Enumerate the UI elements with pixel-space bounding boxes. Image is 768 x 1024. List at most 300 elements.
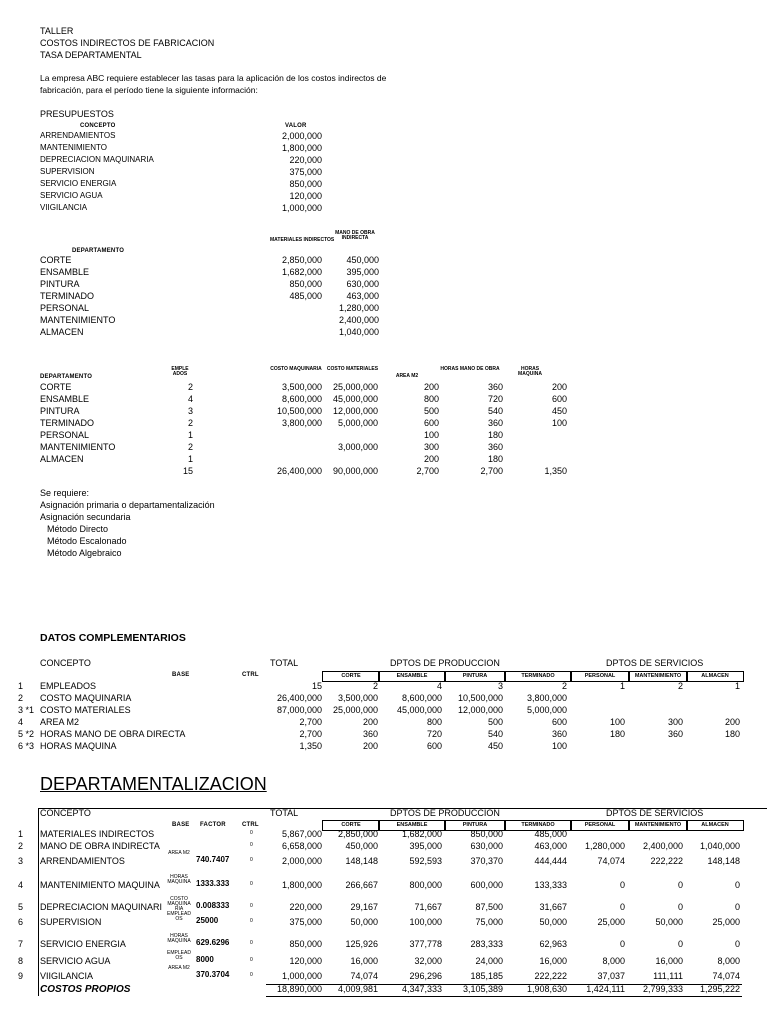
datos-row-num: 5 *2: [18, 729, 35, 739]
deptos-emp-value: 2: [187, 382, 193, 392]
datos-row-value: 5,000,000: [526, 705, 567, 715]
depto-col-header: TERMINADO: [504, 820, 572, 831]
deptos-col-horas-mano: HORAS MANO DE OBRA: [440, 366, 500, 372]
depto-col-header: PINTURA: [444, 820, 506, 831]
deptos-col-costo-maq: COSTO MAQUINARIA: [270, 366, 322, 372]
depto-ctrl-header: CTRL: [242, 822, 259, 828]
deptos-total-maq: 26,400,000: [276, 466, 322, 476]
deptos-dept: PINTURA: [40, 406, 80, 416]
depto-row-value: 74,074: [350, 971, 378, 981]
depto-row-value: 592,593: [409, 856, 442, 866]
depto-row-ctrl: 0: [250, 881, 253, 887]
datos-row-label: EMPLEADOS: [40, 681, 97, 691]
depto-row-ctrl: 0: [250, 830, 253, 836]
datos-row-total: 2,700: [299, 717, 322, 727]
datos-row-value: 300: [667, 717, 683, 727]
depto-row-base: EMPLEAD OS: [167, 911, 191, 922]
depto-row-value: 37,037: [597, 971, 625, 981]
datos-row-value: 12,000,000: [457, 705, 503, 715]
depto-row-value: 31,667: [539, 902, 567, 912]
deptos-maq-value: 8,600,000: [281, 394, 322, 404]
depto-row-total: 120,000: [289, 956, 322, 966]
deptos-area-value: 200: [423, 454, 439, 464]
depto-row-label: SUPERVISION: [40, 917, 102, 927]
depto-row-value: 463,000: [534, 841, 567, 851]
datos-row-value: 180: [609, 729, 625, 739]
datos-col-header: CORTE: [322, 671, 380, 682]
materiales-dept: CORTE: [40, 255, 72, 265]
depto-row-value: 0: [619, 880, 625, 890]
depto-row-value: 2,400,000: [642, 841, 683, 851]
depto-row-value: 283,333: [470, 939, 503, 949]
depto-row-value: 148,148: [707, 856, 740, 866]
depto-dptos-prod-header: DPTOS DE PRODUCCION: [390, 808, 500, 818]
deptos-dept: ENSAMBLE: [40, 394, 90, 404]
presupuesto-value: 850,000: [289, 179, 322, 189]
depto-row-value: 111,111: [653, 971, 683, 981]
depto-row-value: 29,167: [350, 902, 378, 912]
deptos-hmo-value: 540: [487, 406, 503, 416]
depto-row-value: 50,000: [655, 917, 683, 927]
depto-row-value: 50,000: [539, 917, 567, 927]
depto-row-base: AREA M2: [168, 850, 190, 856]
deptos-total-hmaq: 1,350: [544, 466, 567, 476]
materiales-col-mano: MANO DE OBRA INDIRECTA: [335, 230, 375, 241]
presupuesto-name: SERVICIO AGUA: [40, 191, 103, 200]
materiales-mano-value: 395,000: [346, 267, 379, 277]
depto-row-ctrl: 0: [250, 957, 253, 963]
datos-row-value: 2: [677, 681, 683, 691]
deptos-mat-value: 25,000,000: [332, 382, 378, 392]
depto-factor-header: FACTOR: [200, 822, 226, 828]
depto-row-value: 1,040,000: [699, 841, 740, 851]
depto-row-value: 8,000: [602, 956, 625, 966]
datos-row-value: 360: [362, 729, 378, 739]
materiales-mat-value: 1,682,000: [281, 267, 322, 277]
deptos-hmo-value: 180: [487, 454, 503, 464]
datos-row-value: 3: [497, 681, 503, 691]
depto-row-total: 1,800,000: [281, 880, 322, 890]
depto-totals-value: 1,295,222: [699, 984, 740, 994]
materiales-dept: PINTURA: [40, 279, 80, 289]
datos-row-total: 1,350: [299, 741, 322, 751]
datos-row-label: HORAS MAQUINA: [40, 741, 117, 751]
datos-dptos-serv-header: DPTOS DE SERVICIOS: [606, 658, 704, 668]
depto-row-factor: 370.3704: [196, 970, 230, 979]
datos-row-value: 1: [734, 681, 740, 691]
depto-row-label: ARRENDAMIENTOS: [40, 856, 125, 866]
presupuesto-name: SERVICIO ENERGIA: [40, 179, 117, 188]
materiales-dept: TERMINADO: [40, 291, 94, 301]
datos-row-label: HORAS MANO DE OBRA DIRECTA: [40, 729, 186, 739]
datos-row-value: 720: [426, 729, 442, 739]
presupuesto-name: MANTENIMIENTO: [40, 143, 107, 152]
datos-row-value: 450: [487, 741, 503, 751]
datos-row-value: 200: [724, 717, 740, 727]
depto-row-value: 133,333: [534, 880, 567, 890]
datos-dptos-prod-header: DPTOS DE PRODUCCION: [390, 658, 500, 668]
deptos-area-value: 500: [423, 406, 439, 416]
deptos-hmo-value: 180: [487, 430, 503, 440]
datos-row-value: 360: [551, 729, 567, 739]
datos-row-label: COSTO MATERIALES: [40, 705, 131, 715]
deptos-mat-value: 5,000,000: [337, 418, 378, 428]
depto-row-base: EMPLEAD OS: [167, 950, 191, 961]
depto-row-factor: 8000: [196, 955, 214, 964]
datos-row-num: 3 *1: [18, 705, 35, 715]
depto-row-ctrl: 0: [250, 972, 253, 978]
depto-row-value: 0: [619, 939, 625, 949]
depto-dptos-serv-header: DPTOS DE SERVICIOS: [606, 808, 704, 818]
depto-row-value: 800,000: [409, 880, 442, 890]
requiere-line: Asignación secundaria: [40, 512, 131, 522]
datos-total-header: TOTAL: [270, 658, 299, 668]
materiales-mano-value: 630,000: [346, 279, 379, 289]
depto-row-base: HORAS MAQUINA: [167, 874, 191, 885]
depto-row-value: 16,000: [655, 956, 683, 966]
depto-row-value: 0: [734, 880, 740, 890]
datos-title: DATOS COMPLEMENTARIOS: [40, 632, 186, 644]
datos-ctrl-header: CTRL: [242, 672, 259, 678]
depto-row-num: 8: [18, 956, 24, 966]
presupuestos-col-valor: VALOR: [285, 123, 307, 129]
materiales-mat-value: 850,000: [289, 279, 322, 289]
deptos-col-area: AREA M2: [395, 373, 419, 379]
depto-row-label: MANO DE OBRA INDIRECTA: [40, 841, 160, 851]
materiales-mat-value: 2,850,000: [281, 255, 322, 265]
requiere-line: Asignación primaria o departamentalización: [40, 500, 215, 510]
datos-row-label: AREA M2: [40, 717, 80, 727]
depto-row-total: 375,000: [289, 917, 322, 927]
materiales-mano-value: 1,280,000: [338, 303, 379, 313]
depto-totals-value: 4,009,981: [337, 984, 378, 994]
depto-row-total: 6,658,000: [281, 841, 322, 851]
datos-row-total: 87,000,000: [276, 705, 322, 715]
materiales-dept: ALMACEN: [40, 327, 84, 337]
depto-row-factor: 25000: [196, 916, 219, 925]
deptos-maq-value: 10,500,000: [276, 406, 322, 416]
depto-row-label: SERVICIO AGUA: [40, 956, 111, 966]
presupuesto-value: 2,000,000: [281, 131, 322, 141]
depto-row-label: SERVICIO ENERGIA: [40, 939, 126, 949]
depto-row-total: 220,000: [289, 902, 322, 912]
depto-row-value: 630,000: [470, 841, 503, 851]
depto-row-ctrl: 0: [250, 842, 253, 848]
depto-row-total: 850,000: [289, 939, 322, 949]
depto-row-label: MATERIALES INDIRECTOS: [40, 829, 155, 839]
depto-row-value: 0: [677, 902, 683, 912]
depto-row-base: HORAS MAQUINA: [167, 933, 191, 944]
depto-row-value: 25,000: [712, 917, 740, 927]
deptos-emp-value: 3: [187, 406, 193, 416]
depto-row-value: 74,074: [712, 971, 740, 981]
presupuesto-value: 375,000: [289, 167, 322, 177]
deptos-hmaq-value: 450: [551, 406, 567, 416]
depto-row-value: 25,000: [597, 917, 625, 927]
depto-totals-value: 1,424,111: [586, 984, 625, 994]
depto-row-value: 0: [734, 939, 740, 949]
presupuesto-name: DEPRECIACION MAQUINARIA: [40, 155, 154, 164]
presupuesto-value: 120,000: [289, 191, 322, 201]
deptos-hmaq-value: 200: [551, 382, 567, 392]
datos-row-value: 100: [551, 741, 567, 751]
datos-row-value: 4: [436, 681, 442, 691]
materiales-col-mat: MATERIALES INDIRECTOS: [270, 237, 335, 243]
deptos-dept: MANTENIMIENTO: [40, 442, 116, 452]
deptos-dept: CORTE: [40, 382, 72, 392]
depto-row-value: 8,000: [717, 956, 740, 966]
depto-row-num: 7: [18, 939, 24, 949]
datos-row-value: 600: [551, 717, 567, 727]
deptos-col-costo-mat: COSTO MATERIALES: [326, 366, 379, 372]
depto-row-num: 1: [18, 829, 24, 839]
depto-base-header: BASE: [172, 822, 190, 828]
datos-row-value: 200: [362, 717, 378, 727]
datos-row-value: 540: [487, 729, 503, 739]
requiere-line: Método Escalonado: [47, 536, 127, 546]
deptos-maq-value: 3,800,000: [281, 418, 322, 428]
depto-row-ctrl: 0: [250, 857, 253, 863]
depto-row-num: 3: [18, 856, 24, 866]
depto-row-total: 5,867,000: [281, 829, 322, 839]
datos-row-value: 2: [561, 681, 567, 691]
deptos-area-value: 100: [423, 430, 439, 440]
deptos-hmaq-value: 100: [551, 418, 567, 428]
depto-row-value: 377,778: [409, 939, 442, 949]
depto-totals-value: 2,799,333: [642, 984, 683, 994]
doc-title-line2: COSTOS INDIRECTOS DE FABRICACION: [40, 38, 215, 48]
datos-row-value: 2: [372, 681, 378, 691]
deptos-mat-value: 12,000,000: [332, 406, 378, 416]
deptos-emp-value: 1: [187, 430, 193, 440]
depto-row-value: 24,000: [475, 956, 503, 966]
depto-row-value: 185,185: [470, 971, 503, 981]
depto-concepto-header: CONCEPTO: [40, 808, 91, 818]
materiales-mat-value: 485,000: [289, 291, 322, 301]
depto-row-num: 5: [18, 902, 24, 912]
depto-row-value: 444,444: [534, 856, 567, 866]
depto-row-value: 0: [677, 939, 683, 949]
deptos-area-value: 800: [423, 394, 439, 404]
datos-row-value: 25,000,000: [332, 705, 378, 715]
depto-row-value: 370,370: [470, 856, 503, 866]
depto-row-value: 266,667: [345, 880, 378, 890]
depto-row-value: 0: [734, 902, 740, 912]
presupuesto-value: 1,000,000: [281, 203, 322, 213]
depto-row-total: 1,000,000: [281, 971, 322, 981]
deptos-hmaq-value: 600: [551, 394, 567, 404]
datos-row-value: 10,500,000: [457, 693, 503, 703]
materiales-dept: MANTENIMIENTO: [40, 315, 116, 325]
datos-row-value: 3,500,000: [337, 693, 378, 703]
materiales-dept: PERSONAL: [40, 303, 90, 313]
requiere-line: Se requiere:: [40, 488, 90, 498]
deptos-dept: TERMINADO: [40, 418, 94, 428]
depto-row-value: 485,000: [534, 829, 567, 839]
deptos-maq-value: 3,500,000: [281, 382, 322, 392]
deptos-dept: ALMACEN: [40, 454, 84, 464]
materiales-col-departamento: DEPARTAMENTO: [72, 248, 125, 254]
depto-row-base: AREA M2: [168, 965, 190, 971]
depto-row-factor: 740.7407: [196, 855, 230, 864]
datos-row-value: 8,600,000: [401, 693, 442, 703]
datos-row-value: 200: [362, 741, 378, 751]
depto-row-num: 6: [18, 917, 24, 927]
materiales-dept: ENSAMBLE: [40, 267, 90, 277]
presupuesto-name: ARRENDAMIENTOS: [40, 131, 116, 140]
deptos-hmo-value: 360: [487, 442, 503, 452]
depto-row-base: COSTO MAQUINA RIA: [167, 896, 191, 912]
materiales-mano-value: 1,040,000: [338, 327, 379, 337]
depto-title: DEPARTAMENTALIZACION: [40, 774, 267, 794]
depto-total-header: TOTAL: [270, 808, 299, 818]
depto-col-header: ALMACEN: [686, 820, 744, 831]
datos-row-num: 6 *3: [18, 741, 35, 751]
doc-title-line3: TASA DEPARTAMENTAL: [40, 50, 142, 60]
datos-row-total: 15: [311, 681, 322, 691]
datos-col-header: MANTENIMIENTO: [628, 671, 688, 682]
datos-row-value: 800: [426, 717, 442, 727]
depto-row-ctrl: 0: [250, 918, 253, 924]
depto-row-factor: 629.6296: [196, 938, 230, 947]
intro-line2: fabricación, para el período tiene la siguiente información:: [40, 85, 258, 95]
deptos-total-hmo: 2,700: [480, 466, 503, 476]
deptos-col-departamento: DEPARTAMENTO: [40, 374, 93, 380]
depto-row-value: 222,222: [534, 971, 567, 981]
depto-row-value: 1,280,000: [584, 841, 625, 851]
depto-row-value: 395,000: [409, 841, 442, 851]
datos-col-header: PERSONAL: [570, 671, 630, 682]
datos-row-value: 180: [724, 729, 740, 739]
requiere-line: Método Algebraico: [47, 548, 122, 558]
depto-row-total: 2,000,000: [281, 856, 322, 866]
depto-row-value: 87,500: [475, 902, 503, 912]
deptos-total-emp: 15: [182, 466, 193, 476]
depto-row-value: 16,000: [350, 956, 378, 966]
presupuesto-name: VIIGILANCIA: [40, 203, 88, 212]
depto-row-value: 222,222: [650, 856, 683, 866]
deptos-area-value: 600: [423, 418, 439, 428]
depto-row-value: 850,000: [470, 829, 503, 839]
depto-totals-value: 1,908,630: [526, 984, 567, 994]
deptos-mat-value: 45,000,000: [332, 394, 378, 404]
deptos-emp-value: 2: [187, 418, 193, 428]
presupuestos-title: PRESUPUESTOS: [40, 109, 114, 119]
requiere-line: Método Directo: [47, 524, 109, 534]
datos-col-header: TERMINADO: [504, 671, 572, 682]
depto-row-ctrl: 0: [250, 940, 253, 946]
depto-row-factor: 1333.333: [196, 879, 230, 888]
depto-totals-label: COSTOS PROPIOS: [40, 984, 131, 995]
depto-row-ctrl: 0: [250, 903, 253, 909]
depto-row-label: MANTENIMIENTO MAQUINA: [40, 880, 160, 890]
materiales-mano-value: 450,000: [346, 255, 379, 265]
depto-col-header: CORTE: [322, 820, 380, 831]
depto-row-value: 600,000: [470, 880, 503, 890]
deptos-area-value: 200: [423, 382, 439, 392]
depto-row-value: 32,000: [414, 956, 442, 966]
depto-row-value: 100,000: [409, 917, 442, 927]
depto-totals-total: 18,890,000: [276, 984, 322, 994]
datos-row-num: 2: [18, 693, 24, 703]
depto-row-value: 75,000: [475, 917, 503, 927]
doc-title-line1: TALLER: [40, 26, 74, 36]
datos-row-num: 4: [18, 717, 24, 727]
depto-row-value: 74,074: [597, 856, 625, 866]
datos-row-label: COSTO MAQUINARIA: [40, 693, 132, 703]
deptos-hmo-value: 360: [487, 418, 503, 428]
datos-row-value: 1: [619, 681, 625, 691]
datos-row-total: 2,700: [299, 729, 322, 739]
depto-row-value: 125,926: [345, 939, 378, 949]
deptos-hmo-value: 720: [487, 394, 503, 404]
datos-col-header: ALMACEN: [686, 671, 744, 682]
depto-row-num: 4: [18, 880, 24, 890]
datos-base-header: BASE: [172, 672, 190, 678]
deptos-mat-value: 3,000,000: [337, 442, 378, 452]
depto-row-num: 2: [18, 841, 24, 851]
depto-row-value: 296,296: [409, 971, 442, 981]
deptos-emp-value: 4: [187, 394, 193, 404]
depto-row-value: 0: [677, 880, 683, 890]
depto-row-label: VIIGILANCIA: [40, 971, 94, 981]
depto-col-header: MANTENIMIENTO: [628, 820, 688, 831]
depto-col-header: ENSAMBLE: [378, 820, 446, 831]
depto-totals-value: 3,105,389: [462, 984, 503, 994]
depto-row-num: 9: [18, 971, 24, 981]
datos-row-value: 600: [426, 741, 442, 751]
depto-row-value: 148,148: [345, 856, 378, 866]
depto-row-factor: 0.008333: [196, 901, 230, 910]
datos-col-header: PINTURA: [444, 671, 506, 682]
depto-row-value: 1,682,000: [401, 829, 442, 839]
depto-col-header: PERSONAL: [570, 820, 630, 831]
datos-row-value: 45,000,000: [396, 705, 442, 715]
depto-row-value: 71,667: [414, 902, 442, 912]
materiales-mano-value: 2,400,000: [338, 315, 379, 325]
presupuesto-name: SUPERVISION: [40, 167, 95, 176]
depto-row-value: 0: [619, 902, 625, 912]
intro-line1: La empresa ABC requiere establecer las tasas para la aplicación de los costos indirectos de: [40, 73, 387, 83]
depto-row-value: 2,850,000: [337, 829, 378, 839]
deptos-col-horas-maq: HORAS MAQUINA: [518, 366, 542, 377]
deptos-total-area: 2,700: [416, 466, 439, 476]
presupuesto-value: 1,800,000: [281, 143, 322, 153]
datos-row-value: 3,800,000: [526, 693, 567, 703]
datos-row-value: 360: [667, 729, 683, 739]
depto-row-value: 50,000: [350, 917, 378, 927]
deptos-total-mat: 90,000,000: [332, 466, 378, 476]
presupuesto-value: 220,000: [289, 155, 322, 165]
depto-row-value: 450,000: [345, 841, 378, 851]
datos-row-total: 26,400,000: [276, 693, 322, 703]
depto-row-value: 62,963: [539, 939, 567, 949]
materiales-mano-value: 463,000: [346, 291, 379, 301]
deptos-emp-value: 1: [187, 454, 193, 464]
datos-row-value: 500: [487, 717, 503, 727]
deptos-area-value: 300: [423, 442, 439, 452]
deptos-emp-value: 2: [187, 442, 193, 452]
datos-concepto-header: CONCEPTO: [40, 658, 91, 668]
datos-row-num: 1: [18, 681, 24, 691]
datos-col-header: ENSAMBLE: [378, 671, 446, 682]
deptos-hmo-value: 360: [487, 382, 503, 392]
depto-totals-value: 4,347,333: [401, 984, 442, 994]
depto-row-value: 16,000: [539, 956, 567, 966]
deptos-dept: PERSONAL: [40, 430, 90, 440]
deptos-col-emple: EMPLE ADOS: [171, 366, 189, 377]
presupuestos-col-concepto: CONCEPTO: [80, 123, 116, 129]
